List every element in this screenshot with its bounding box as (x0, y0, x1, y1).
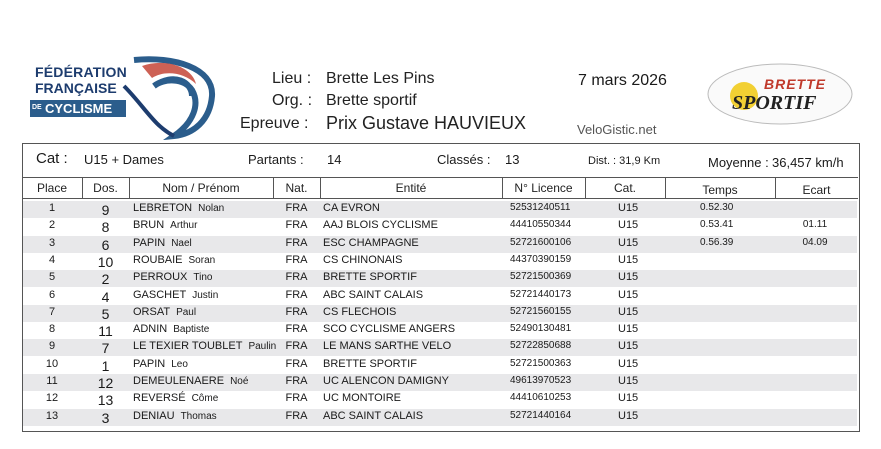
cell-dos: 10 (97, 253, 114, 270)
cell-cat: U15 (618, 288, 639, 301)
header-cat: Cat. (613, 181, 636, 195)
cell-ecart: 04.09 (802, 236, 828, 248)
cell-entite: SCO CYCLISME ANGERS (323, 323, 456, 336)
cell-licence: 49613970523 (510, 375, 572, 386)
header-licence: N° Licence (514, 181, 573, 195)
org-value: Brette sportif (326, 92, 417, 109)
cell-prenom: Arthur (170, 220, 198, 232)
cell-dos: 4 (101, 288, 110, 305)
cell-place: 5 (48, 271, 56, 284)
cell-prenom: Justin (192, 289, 219, 301)
cell-nat: FRA (285, 219, 308, 232)
cell-nom: PAPIN (133, 236, 166, 249)
distance: Dist. : 31,9 Km (588, 155, 661, 167)
classes-value: 13 (505, 152, 520, 167)
cell-licence: 52721560155 (510, 305, 572, 317)
club-logo-top: BRETTE (764, 76, 826, 92)
cell-nom: ROUBAIE (133, 253, 183, 266)
cell-nat: FRA (285, 357, 308, 370)
cell-prenom: Leo (171, 358, 188, 370)
cell-nom: ORSAT (133, 305, 171, 318)
cell-cat: U15 (618, 323, 639, 336)
partants-value: 14 (327, 152, 342, 167)
cell-dos: 7 (101, 340, 110, 357)
cell-licence: 52490130481 (510, 323, 572, 335)
cell-dos: 6 (101, 236, 110, 253)
cell-licence: 44410550344 (510, 219, 572, 231)
cell-nat: FRA (285, 375, 308, 387)
cell-place: 1 (48, 202, 56, 214)
cell-ecart: 01.11 (802, 219, 828, 231)
header-nom: Nom / Prénom (162, 181, 240, 195)
cell-licence: 44410610253 (510, 392, 572, 404)
lieu-label: Lieu : (272, 70, 312, 87)
cell-nom-prenom (133, 340, 277, 353)
cell-nat: FRA (285, 409, 308, 422)
cell-entite: CS CHINONAIS (323, 253, 403, 266)
cell-prenom: Paulin (248, 341, 277, 353)
cell-nom-prenom (133, 410, 273, 422)
cell-prenom: Baptiste (173, 324, 210, 336)
cell-nom-prenom (133, 375, 273, 387)
federation-line1: FÉDÉRATION (35, 64, 127, 80)
cell-nom-prenom (133, 392, 273, 404)
cell-place: 11 (46, 375, 58, 387)
cell-prenom: Nael (171, 237, 192, 249)
cell-nom-prenom (133, 219, 273, 231)
cell-nat: FRA (285, 236, 308, 249)
cell-place: 10 (45, 357, 59, 370)
cell-nat: FRA (285, 288, 308, 301)
cell-temps: 0.53.41 (700, 219, 734, 231)
cell-nat: FRA (285, 271, 308, 284)
header-entite: Entité (395, 181, 427, 195)
org-label: Org. : (272, 92, 313, 109)
cell-nat: FRA (285, 202, 308, 214)
federation-line2: FRANÇAISE (35, 80, 117, 96)
header-ecart: Ecart (802, 183, 831, 197)
partants-label: Partants : (248, 152, 304, 167)
cat-label: Cat : (36, 150, 68, 167)
cell-cat: U15 (618, 271, 639, 284)
cell-temps: 0.56.39 (700, 236, 734, 248)
cell-dos: 11 (98, 323, 113, 340)
cell-cat: U15 (618, 409, 639, 422)
cell-nom: ADNIN (133, 323, 168, 336)
cell-entite: UC ALENCON DAMIGNY (323, 375, 449, 387)
cell-dos: 12 (97, 375, 114, 391)
cell-prenom: Thomas (180, 410, 217, 422)
cell-entite: ESC CHAMPAGNE (323, 236, 419, 249)
cell-place: 8 (48, 323, 56, 336)
cell-nom: DENIAU (133, 409, 175, 422)
cat-value: U15 + Dames (84, 152, 164, 167)
cell-cat: U15 (618, 253, 639, 266)
header-dos: Dos. (93, 181, 118, 195)
cell-entite: BRETTE SPORTIF (323, 357, 417, 370)
cell-nat: FRA (285, 305, 308, 318)
cell-licence: 52721500369 (510, 271, 572, 283)
cell-cat: U15 (618, 357, 639, 370)
epreuve-value: Prix Gustave HAUVIEUX (326, 113, 527, 133)
cell-entite: ABC SAINT CALAIS (323, 288, 424, 301)
cell-licence: 52721440164 (510, 409, 572, 421)
moyenne-value: 36,457 km/h (772, 155, 844, 170)
cell-nom-prenom (133, 237, 273, 249)
cell-temps: 0.52.30 (700, 202, 734, 213)
cell-nom: PERROUX (133, 271, 188, 284)
cell-nom-prenom (133, 254, 273, 266)
federation-line3: CYCLISME (45, 101, 113, 116)
cell-dos: 13 (97, 392, 114, 409)
cell-place: 2 (48, 219, 56, 232)
cell-licence: 52721600106 (510, 236, 572, 248)
cell-entite: LE MANS SARTHE VELO (323, 340, 452, 353)
cell-entite: AAJ BLOIS CYCLISME (323, 219, 438, 232)
cell-cat: U15 (618, 340, 639, 353)
cell-cat: U15 (618, 375, 639, 387)
cell-entite: CS FLECHOIS (323, 305, 397, 318)
cell-entite: CA EVRON (323, 202, 380, 214)
cell-place: 12 (45, 392, 59, 405)
cell-place: 9 (48, 340, 56, 353)
cell-nom: BRUN (133, 219, 165, 232)
cell-prenom: Tino (193, 272, 213, 284)
cell-entite: UC MONTOIRE (323, 392, 402, 405)
cell-prenom: Nolan (198, 203, 225, 214)
cell-licence: 52721440173 (510, 288, 572, 300)
cell-cat: U15 (618, 202, 639, 214)
cell-nom: GASCHET (133, 288, 187, 301)
cell-nom-prenom (133, 289, 273, 301)
moyenne-label: Moyenne : (708, 155, 769, 170)
cell-place: 4 (48, 253, 56, 266)
cell-dos: 2 (101, 271, 110, 288)
header-temps: Temps (702, 183, 738, 197)
cell-place: 3 (48, 236, 56, 249)
velogistic-mark: VeloGistic.net (577, 122, 657, 137)
cell-nat: FRA (285, 323, 308, 336)
cell-nom: PAPIN (133, 357, 166, 370)
header-place: Place (36, 181, 68, 195)
classes-label: Classés : (437, 152, 491, 167)
cell-dos: 5 (101, 305, 110, 322)
cell-licence: 52722850688 (510, 340, 572, 352)
cell-cat: U15 (618, 236, 639, 249)
cell-dos: 8 (101, 219, 110, 236)
cell-prenom: Noé (230, 376, 249, 387)
cell-cat: U15 (618, 305, 639, 318)
cell-nat: FRA (285, 253, 308, 266)
cell-nom: LEBRETON (133, 202, 193, 214)
cell-licence: 52531240511 (510, 202, 571, 213)
cell-place: 6 (48, 288, 56, 301)
cell-entite: BRETTE SPORTIF (323, 271, 417, 284)
cell-prenom: Paul (176, 306, 197, 318)
epreuve-label: Epreuve : (240, 115, 309, 132)
cell-entite: ABC SAINT CALAIS (323, 409, 424, 422)
cell-nom-prenom (133, 323, 273, 335)
cell-cat: U15 (618, 392, 639, 405)
cell-nom-prenom (133, 202, 273, 214)
cell-dos: 3 (101, 409, 110, 426)
club-logo-bottom: SPORTIF (732, 92, 817, 114)
cell-place: 13 (45, 409, 59, 422)
cell-nom-prenom (133, 306, 273, 318)
lieu-value: Brette Les Pins (326, 70, 435, 87)
cell-dos: 1 (101, 357, 110, 374)
cell-place: 7 (48, 305, 56, 318)
cell-nom: DEMEULENAERE (133, 375, 225, 387)
race-date: 7 mars 2026 (578, 72, 667, 89)
cell-nom: REVERSÉ (133, 392, 186, 405)
cell-prenom: Soran (188, 254, 216, 266)
cell-licence: 52721500363 (510, 357, 572, 369)
cell-dos: 9 (101, 202, 110, 218)
cell-nom-prenom (133, 358, 273, 370)
cell-nat: FRA (285, 392, 308, 405)
cell-licence: 44370390159 (510, 253, 572, 265)
cell-nom-prenom (133, 271, 273, 283)
cell-nat: FRA (285, 340, 308, 353)
club-logo (706, 62, 854, 126)
header-nat: Nat. (285, 181, 308, 195)
cell-nom: LE TEXIER TOUBLET (133, 340, 243, 353)
cell-prenom: Côme (191, 393, 219, 405)
cell-cat: U15 (618, 219, 639, 232)
federation-prefix: DE (32, 104, 42, 111)
